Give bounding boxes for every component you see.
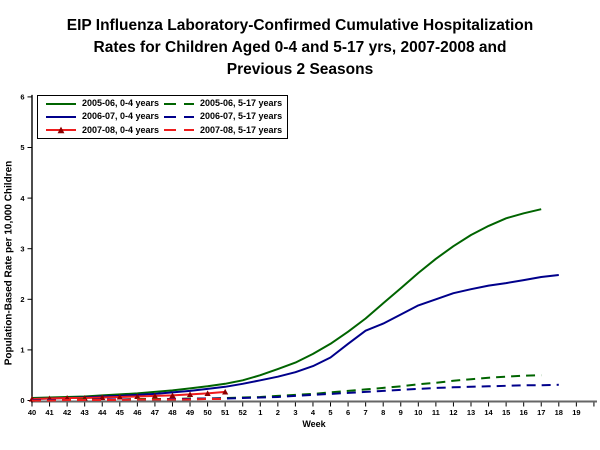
y-tick-label: 6 [20,92,25,102]
legend-label-2006-07-5-17: 2006-07, 5-17 years [200,111,283,122]
legend-item-2006-07-5-17 [162,110,285,123]
x-tick-label: 14 [484,408,493,417]
x-tick-label: 50 [203,408,212,417]
legend-item-2005-06-5-17 [162,97,285,110]
x-tick-label: 15 [501,408,511,417]
y-tick-label: 0 [20,396,25,406]
legend-swatch-2006-07-0-4 [44,112,78,122]
legend-item-2007-08-0-4 [44,124,162,137]
x-tick-label: 41 [45,408,54,417]
x-tick-label: 4 [310,408,316,417]
x-tick-label: 49 [185,408,195,417]
x-tick-label: 40 [27,408,37,417]
x-axis-label: Week [302,419,326,429]
x-tick-label: 51 [220,408,230,417]
y-axis-label: Population-Based Rate per 10,000 Children [3,160,15,366]
series-line-2005-06-0-4 [32,209,541,398]
x-tick-label: 8 [381,408,386,417]
x-tick-label: 9 [398,408,403,417]
legend-swatch-2005-06-5-17 [162,99,196,109]
x-tick-label: 44 [98,408,107,417]
y-tick-label: 3 [20,244,25,254]
legend-label-2007-08-0-4: 2007-08, 0-4 years [82,124,160,135]
x-tick-label: 17 [537,408,546,417]
series-line-2006-07-0-4 [32,275,559,399]
x-tick-label: 48 [168,408,177,417]
legend-label-2006-07-0-4: 2006-07, 0-4 years [82,111,160,122]
legend-label-2007-08-5-17: 2007-08, 5-17 years [200,124,283,135]
chart-title-line-2: Rates for Children Aged 0-4 and 5-17 yrs, 2007-2008 and [93,39,507,56]
x-tick-label: 5 [328,408,333,417]
x-tick-label: 43 [80,408,89,417]
x-tick-label: 52 [238,408,247,417]
x-tick-label: 2 [275,408,280,417]
legend-swatch-2006-07-5-17 [162,112,196,122]
x-tick-label: 12 [449,408,458,417]
chart-title-line-1: EIP Influenza Laboratory-Confirmed Cumulative Hospitalization [66,17,534,34]
x-tick-label: 7 [363,408,368,417]
legend-item-2007-08-5-17 [162,124,285,137]
chart-legend [37,95,288,139]
legend-label-2005-06-5-17: 2005-06, 5-17 years [200,98,283,109]
y-tick-label: 4 [20,193,25,203]
x-tick-label: 19 [572,408,581,417]
x-tick-label: 47 [150,408,160,417]
series-line-2007-08-5-17 [32,399,225,401]
x-tick-label: 11 [431,408,440,417]
x-tick-label: 10 [414,408,423,417]
x-tick-label: 13 [466,408,476,417]
x-tick-label: 42 [62,408,72,417]
y-tick-label: 1 [20,345,25,355]
legend-item-2006-07-0-4 [44,110,162,123]
legend-item-2005-06-0-4 [44,97,162,110]
x-tick-label: 3 [293,408,298,417]
legend-label-2005-06-0-4: 2005-06, 0-4 years [82,98,160,109]
legend-swatch-2007-08-0-4 [44,125,78,135]
x-tick-label: 46 [133,408,142,417]
x-tick-label: 6 [345,408,351,417]
chart-title-line-3: Previous 2 Seasons [226,61,374,78]
y-tick-label: 5 [20,143,25,153]
x-tick-label: 1 [258,408,263,417]
legend-swatch-2005-06-0-4 [44,99,78,109]
x-tick-label: 45 [115,408,124,417]
x-tick-label: 18 [554,408,563,417]
x-tick-label: 16 [519,408,528,417]
y-tick-label: 2 [20,295,25,304]
legend-swatch-2007-08-5-17 [162,125,196,135]
